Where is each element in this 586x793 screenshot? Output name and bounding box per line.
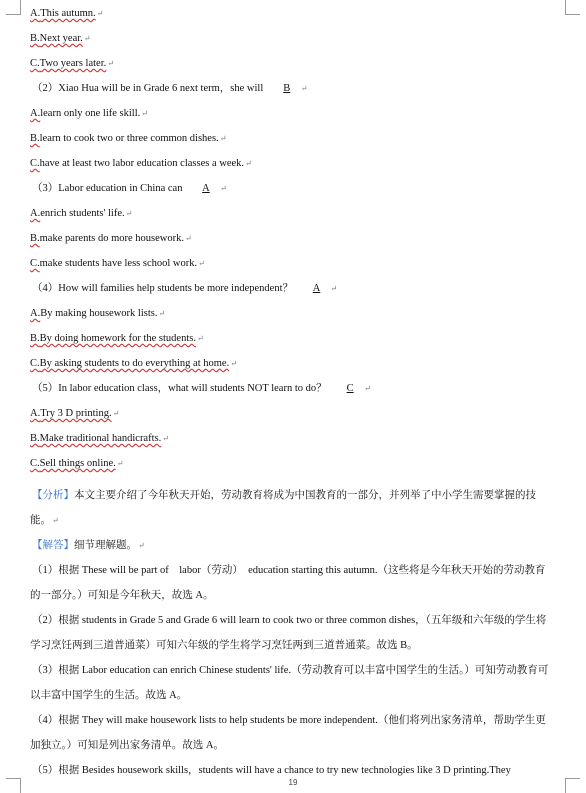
explanation-4: （4）根据 They will make housework lists to help students be more independent.（他们将列出家务清单，帮助学生更加独立。）可知是列出家务清单。故选 A。 bbox=[30, 715, 546, 751]
crop-mark-top-right bbox=[565, 0, 580, 15]
option-q2-a: A.learn only one life skill.↵ bbox=[30, 108, 148, 119]
option-q4-a: A.By making housework lists.↵ bbox=[30, 308, 166, 319]
solution-label: 【解答】 bbox=[32, 540, 74, 551]
analysis-paragraph: 【分析】本文主要介绍了今年秋天开始，劳动教育将成为中国教育的一部分，并列举了中小学生需要掌握的技能。↵ bbox=[30, 490, 536, 526]
answer-blank-q2: B bbox=[283, 83, 291, 94]
page-number: 19 bbox=[288, 778, 298, 787]
crop-mark-top-left bbox=[6, 0, 21, 15]
option-q5-b: B.Make traditional handicrafts.↵ bbox=[30, 433, 169, 444]
question-4: （4）How will families help students be more independent？ A ↵ bbox=[32, 283, 338, 294]
option-q5-a: A.Try 3 D printing.↵ bbox=[30, 408, 120, 419]
option-q1-a: A.This autumn.↵ bbox=[30, 8, 104, 19]
question-2: （2）Xiao Hua will be in Grade 6 next term，she will B ↵ bbox=[32, 83, 308, 94]
option-q3-b: B.make parents do more housework.↵ bbox=[30, 233, 192, 244]
solution-paragraph: 【解答】细节理解题。↵ bbox=[32, 540, 145, 551]
explanation-2: （2）根据 students in Grade 5 and Grade 6 will learn to cook two or three common dishes，（五年级和六年级的学生将学习烹饪两到三道普通菜）可知六年级的学生将学习烹饪两到三道普通菜。故选 B。 bbox=[30, 615, 547, 651]
explanation-3: （3）根据 Labor education can enrich Chinese students' life.（劳动教育可以丰富中国学生的生活。）可知劳动教育可以丰富中国学生的生活。故选 A。 bbox=[30, 665, 549, 701]
explanation-5: （5）根据 Besides housework skills，students will have a chance to try new technologies like 3 D printing.They bbox=[32, 765, 511, 776]
question-5: （5）In labor education class，what will students NOT learn to do？ C ↵ bbox=[32, 383, 371, 394]
option-q1-c: C.Two years later.↵ bbox=[30, 58, 114, 69]
option-q2-b: B.learn to cook two or three common dishes.↵ bbox=[30, 133, 227, 144]
question-3: （3）Labor education in China can A ↵ bbox=[32, 183, 227, 194]
option-q1-b: B.Next year.↵ bbox=[30, 33, 91, 44]
answer-blank-q4: A bbox=[312, 283, 321, 294]
option-q4-b: B.By doing homework for the students.↵ bbox=[30, 333, 204, 344]
answer-blank-q5: C bbox=[346, 383, 354, 394]
explanation-1: （1）根据 These will be part of labor（劳动） education starting this autumn.（这些将是今年秋天开始的劳动教育的一部分。）可知是今年秋天，故选 A。 bbox=[30, 565, 546, 601]
analysis-label: 【分析】 bbox=[32, 490, 74, 501]
document-body bbox=[30, 8, 550, 783]
option-q3-c: C.make students have less school work.↵ bbox=[30, 258, 205, 269]
option-q2-c: C.have at least two labor education classes a week.↵ bbox=[30, 158, 252, 169]
option-q3-a: A.enrich students' life.↵ bbox=[30, 208, 133, 219]
option-q4-c: C.By asking students to do everything at home.↵ bbox=[30, 358, 237, 369]
option-q5-c: C.Sell things online.↵ bbox=[30, 458, 124, 469]
answer-blank-q3: A bbox=[202, 183, 210, 194]
